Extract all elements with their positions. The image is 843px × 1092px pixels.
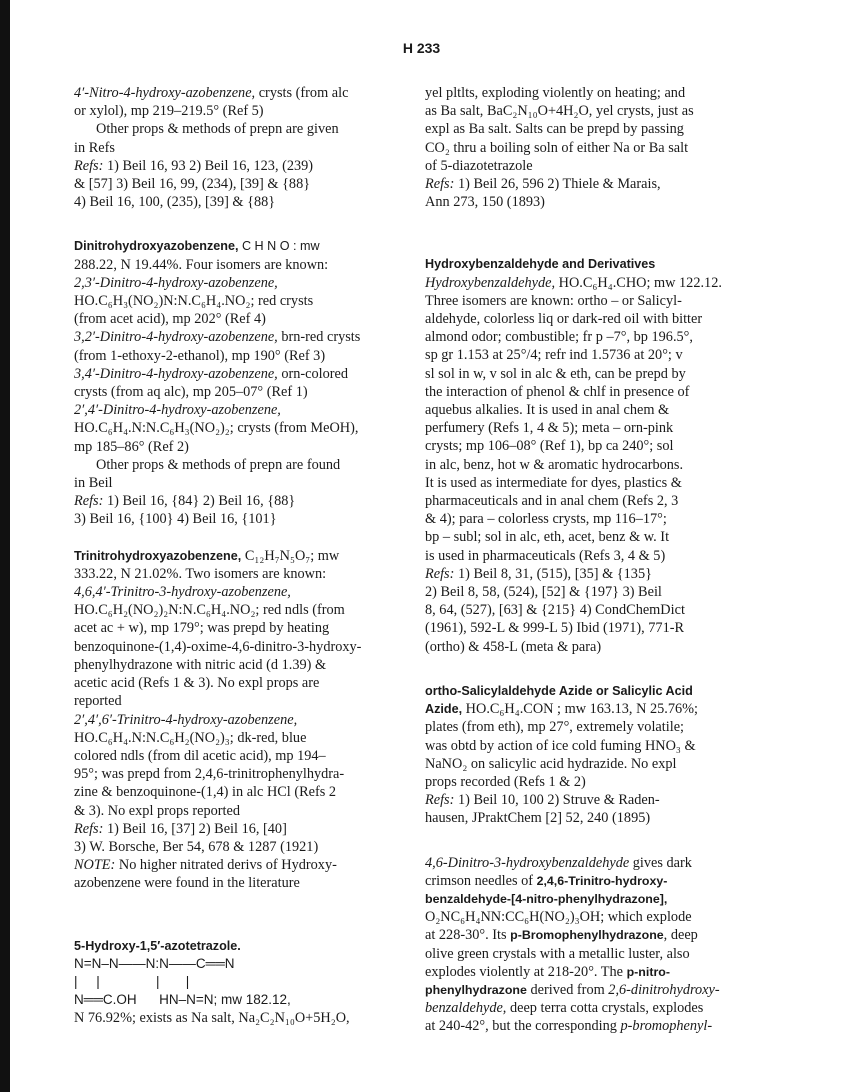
entry-heading: Trinitrohydroxyazobenzene, <box>74 548 242 563</box>
page-edge-bar <box>0 0 10 1092</box>
entry-heading: ortho-Salicylaldehyde Azide or Salicylic Acid <box>425 683 693 698</box>
entry-heading: Dinitrohydroxyazobenzene, <box>74 239 239 254</box>
right-column <box>425 84 765 1036</box>
entry-heading: Hydroxybenzaldehyde and Derivatives <box>425 257 656 272</box>
entry-heading: 5-Hydroxy-1,5′-azotetrazole. <box>74 938 241 953</box>
azotetrazole-continued: yel pltlts, exploding violently on heating; and as Ba salt, BaC₂N₁₀O+4H₂O, yel crysts, just as expl as Ba salt. Salts can be prepd by passing CO₂ thru a boiling soln of either Na or Ba salt of 5-diazotetrazole Refs: 1) Beil 26, 596 2) Thiele & Marais, Ann 273, 150 (1893) <box>425 85 694 211</box>
dinitrohydroxyazobenzene-entry: Dinitrohydroxyazobenzene, C H N O : mw 288.22, N 19.44%. Four isomers are known: 2,3′-Dinitro-4-hydroxy-azobenzene, HO.C₆H₃(NO₂)N:N.C₆H₄.NO₂; red crysts (from acet acid), mp 202° (Ref 4) 3,2′-Dinitro-4-hydroxy-azobenzene, brn-red crysts (from 1-ethoxy-2-ethanol), mp 190° (Ref 3) 3,4′-Dinitro-4-hydroxy-azobenzene, orn-colored crysts (from aq alc), mp 205–07° (Ref 1) 2′,4′-Dinitro-4-hydroxy-azobenzene, HO.C₆H₄.N:N.C₆H₃(NO₂)₂; crysts (from MeOH), mp 185–86° (Ref 2) Other props & methods of prepn are found in Beil Refs: 1) Beil 16, {84} 2) Beil 16, {88} 3) Beil 16, {100} 4) Beil 16, {101} <box>74 239 361 528</box>
hydroxy-azotetrazole-entry: 5-Hydroxy-1,5′-azotetrazole. N=N–N——N:N——C══N | | | | N══C.OH HN–N=N; mw 182.12, N 76.92%; exists as Na salt, Na₂C₂N₁₀O+5H₂O, <box>74 937 414 1027</box>
page-number: H 233 <box>402 40 441 56</box>
salicylaldehyde-azide-entry: ortho-Salicylaldehyde Azide or Salicylic Acid Azide, HO.C₆H₄.CON ; mw 163.13, N 25.76%; plates (from eth), mp 27°, extremely volatile; was obtd by action of ice cold fuming HNO₃ & NaNO₂ on salicylic acid hydrazide. No expl props recorded (Refs 1 & 2) Refs: 1) Beil 10, 100 2) Struve & Raden- hausen, JPraktChem [2] 52, 240 (1895) <box>425 682 765 828</box>
left-column <box>74 84 414 1027</box>
hydroxybenzaldehyde-entry: Hydroxybenzaldehyde and Derivatives Hydroxybenzaldehyde, HO.C₆H₄.CHO; mw 122.12. Three isomers are known: ortho – or Salicyl- aldehyde, colorless liq or dark-red oil with bitter almond odor; combustible; fr p –7°, bp 196.5°, sp gr 1.153 at 25°/4; refr ind 1.5736 at 20°; v sl sol in w, v sol in alc & eth, can be prepd by the interaction of phenol & chlf in presence of aquebus alkalies. It is used in anal chem & perfumery (Refs 1, 4 & 5); meta – orn-pink crysts; mp 106–08° (Ref 1), bp ca 240°; sol in alc, benz, hot w & aromatic hydrocarbons. It is used as intermediate for dyes, plastics & pharmaceuticals and in anal chem (Refs 2, 3 & 4); para – colorless crysts, mp 116–17°; bp – subl; sol in alc, eth, acet, benz & w. It is used in pharmaceuticals (Refs 3, 4 & 5) Refs: 1) Beil 8, 31, (515), [35] & {135} 2) Beil 8, 58, (524), [52] & {197} 3) Beil 8, 64, (527), [63] & {215} 4) CondChemDict (1961), 592-L & 999-L 5) Ibid (1971), 771-R (ortho) & 458-L (meta & para) <box>425 255 765 655</box>
structural-formula: N=N–N——N:N——C══N | | | | N══C.OH HN–N=N; mw 182.12, <box>74 955 291 1007</box>
nitro-hydroxy-azobenzene-entry: 4′-Nitro-4-hydroxy-azobenzene, crysts (from alc or xylol), mp 219–219.5° (Ref 5) Other props & methods of prepn are given in Refs Refs: 1) Beil 16, 93 2) Beil 16, 123, (239) & [57] 3) Beil 16, 99, (234), [39] & {88} 4) Beil 16, 100, (235), [39] & {88} <box>74 85 349 211</box>
compound-name: 4′-Nitro-4-hydroxy-azobenzene, <box>74 85 256 101</box>
trinitrohydroxyazobenzene-entry: Trinitrohydroxyazobenzene, C₁₂H₇N₅O₇; mw 333.22, N 21.02%. Two isomers are known: 4,6,4′-Trinitro-3-hydroxy-azobenzene, HO.C₆H₂(NO₂)₂N:N.C₆H₄.NO₂; red ndls (from acet ac + w), mp 179°; was prepd by heating benzoquinone-(1,4)-oxime-4,6-dinitro-3-hydroxy- phenylhydrazone with nitric acid (d 1.39) & acetic acid (Refs 1 & 3). No expl props are reported 2′,4′,6′-Trinitro-4-hydroxy-azobenzene, HO.C₆H₄.N:N.C₆H₂(NO₂)₃; dk-red, blue colored ndls (from dil acetic acid), mp 194– 95°; was prepd from 2,4,6-trinitrophenylhydra- zine & benzoquinone-(1,4) in alc HCl (Refs 2 & 3). No expl props reported Refs: 1) Beil 16, [37] 2) Beil 16, [40] 3) W. Borsche, Ber 54, 678 & 1287 (1921) NOTE: No higher nitrated derivs of Hydroxy- azobenzene were found in the literature <box>74 547 362 892</box>
dinitro-hydroxybenzaldehyde-note: 4,6-Dinitro-3-hydroxybenzaldehyde gives dark crimson needles of 2,4,6-Trinitro-hydroxy- benzaldehyde-[4-nitro-phenylhydrazone], O₂NC₆H₄NN:CC₆H(NO₂)₃OH; which explode at 228-30°. Its p-Bromophenylhydrazone, deep olive green crystals with a metallic luster, also explodes violently at 218-20°. The p-nitro- phenylhydrazone derived from 2,6-dinitrohydroxy- benzaldehyde, deep terra cotta crystals, explodes at 240-42°, but the corresponding p-bromophenyl- <box>425 854 720 1035</box>
